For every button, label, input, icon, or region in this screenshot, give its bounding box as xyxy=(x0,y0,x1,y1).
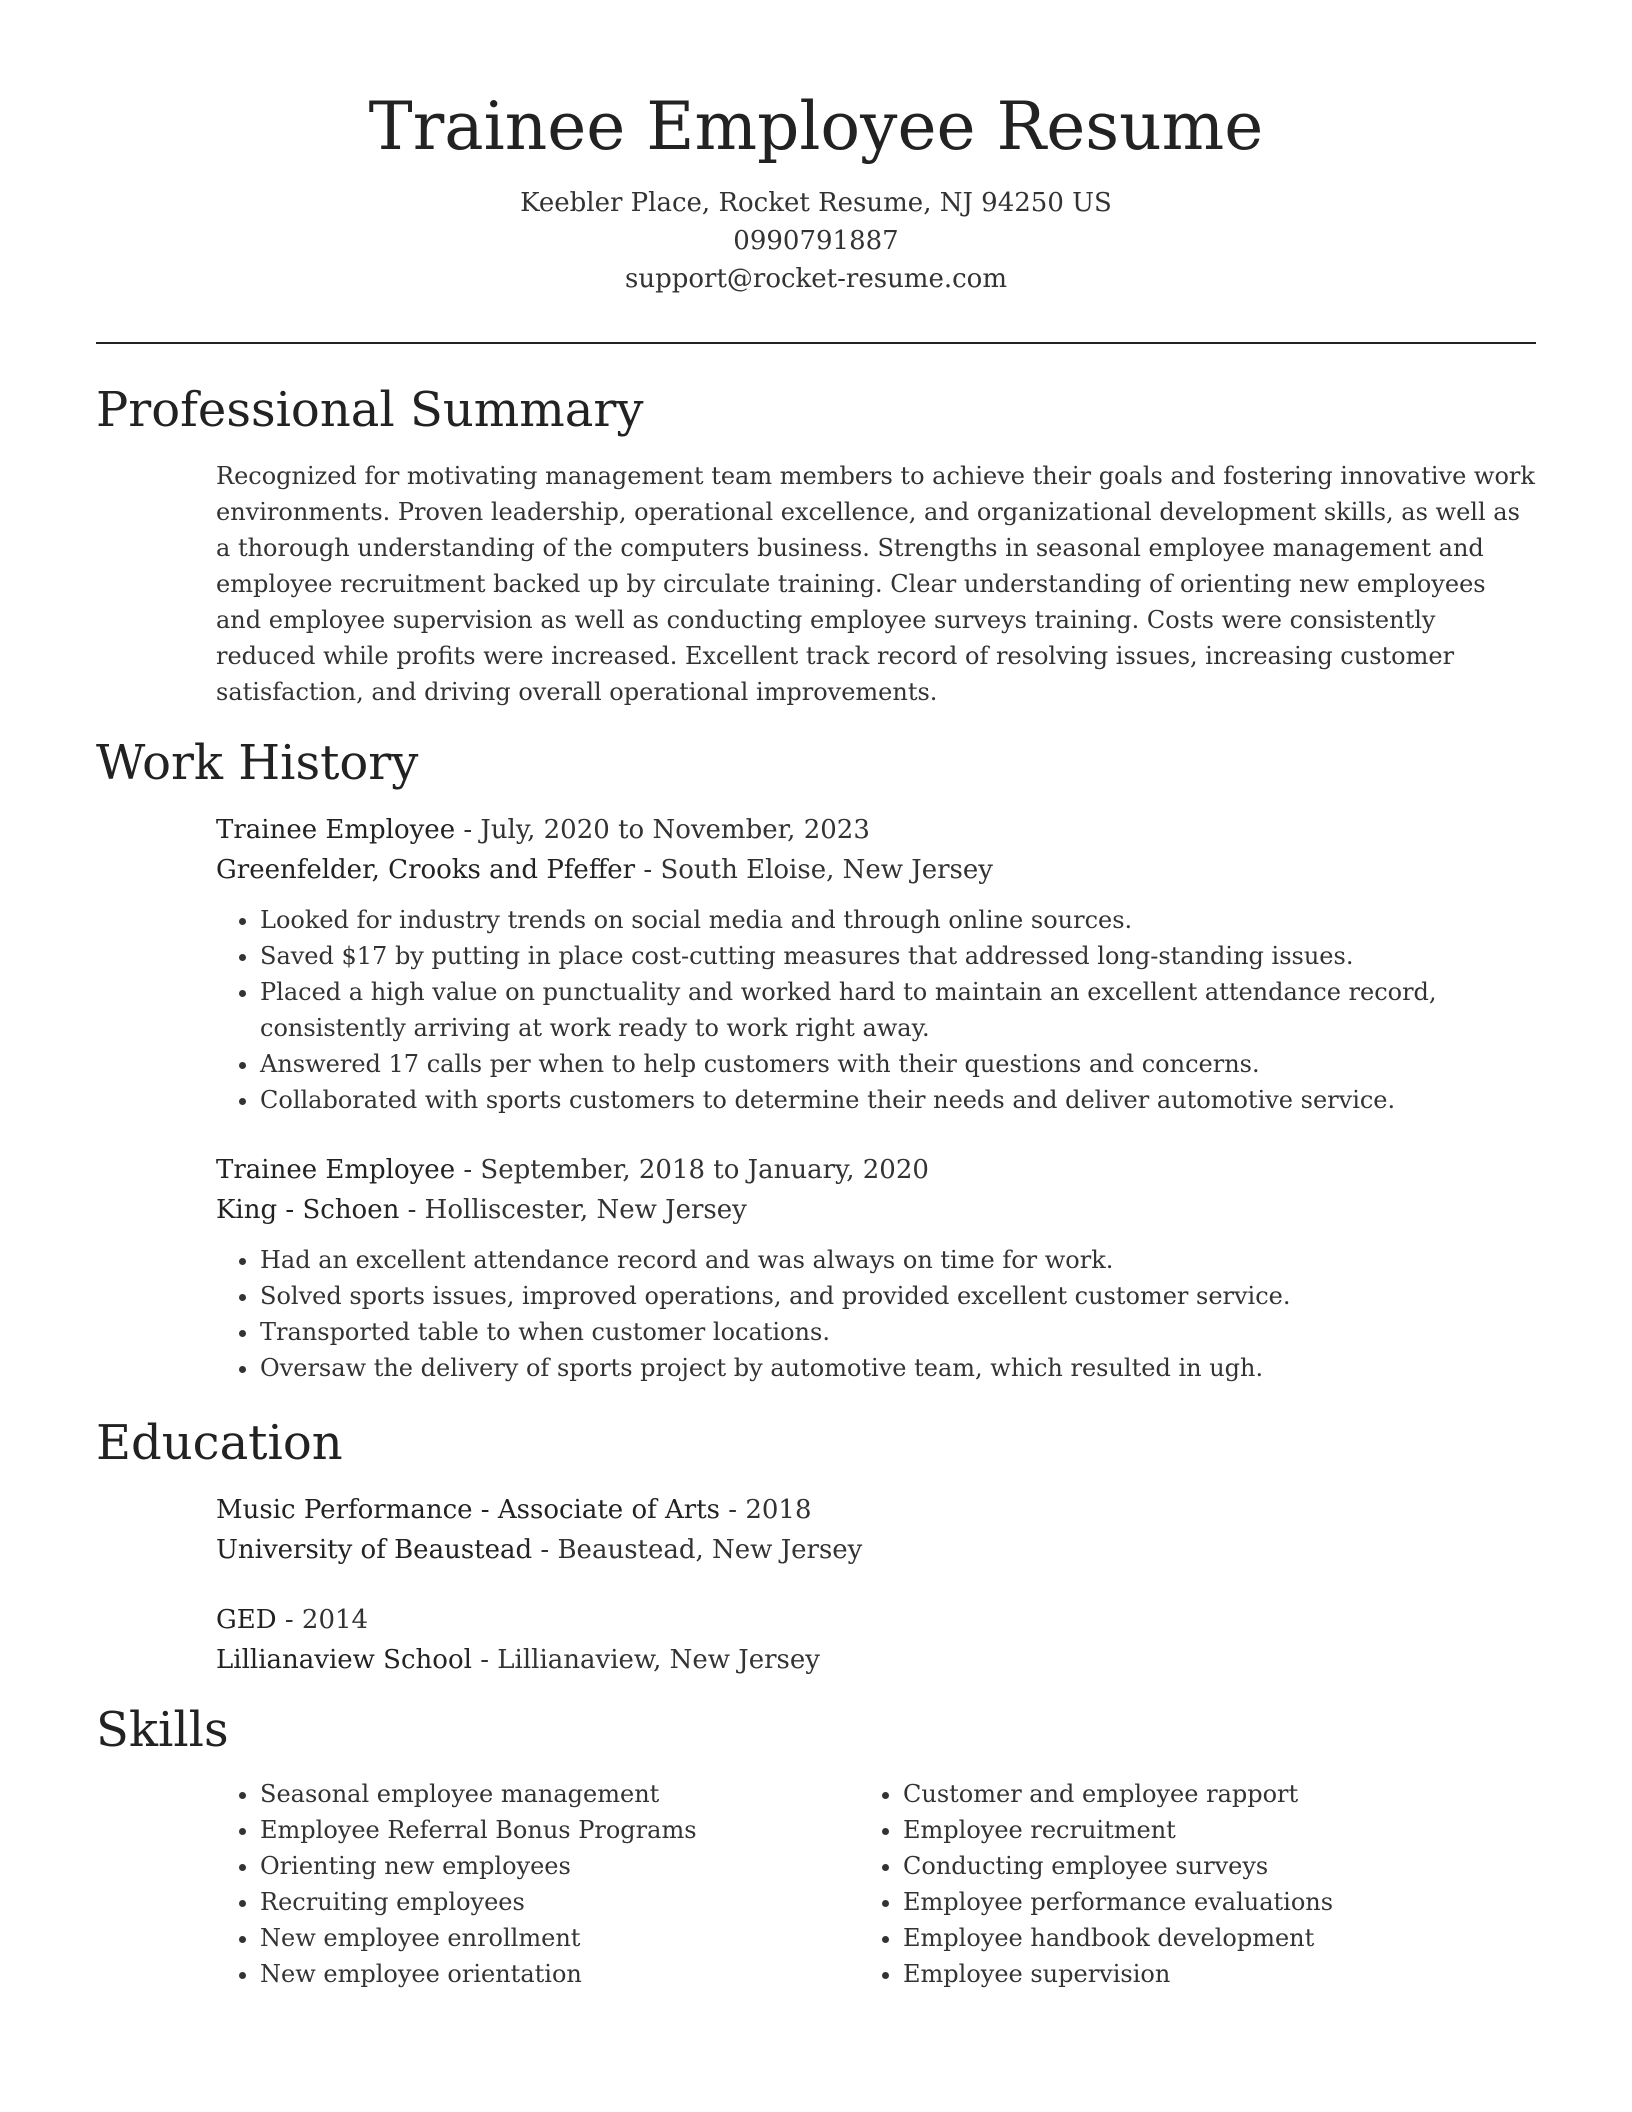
skill-item: • Employee performance evaluations xyxy=(903,1884,1499,1920)
skills-section xyxy=(216,1776,1536,1996)
education-degree: Music Performance - Associate of Arts xyxy=(216,1495,720,1525)
list-item: • Answered 17 calls per when to help customers with their questions and concerns. xyxy=(260,1046,1536,1082)
job-location: - South Eloise, New Jersey xyxy=(635,855,993,885)
job-bullets xyxy=(216,902,1536,1118)
education-school: Lillianaview School xyxy=(216,1645,472,1675)
list-item: • Placed a high value on punctuality and worked hard to maintain an excellent attendance record, consistently arriving at work ready to work right away. xyxy=(260,974,1536,1046)
list-item: • Saved $17 by putting in place cost-cutting measures that addressed long-standing issues. xyxy=(260,938,1536,974)
job-company: Greenfelder, Crooks and Pfeffer xyxy=(216,855,636,885)
list-item: • Solved sports issues, improved operations, and provided excellent customer service. xyxy=(260,1278,1536,1314)
list-item: • Oversaw the delivery of sports project by automotive team, which resulted in ugh. xyxy=(260,1350,1536,1386)
list-item: • Had an excellent attendance record and was always on time for work. xyxy=(260,1242,1536,1278)
skills-column-left xyxy=(216,1776,856,1992)
job-title-line xyxy=(216,1150,1536,1190)
skills-column-right xyxy=(859,1776,1499,1992)
list-item: • Collaborated with sports customers to determine their needs and deliver automotive service. xyxy=(260,1082,1536,1118)
skill-item: • Employee Referral Bonus Programs xyxy=(260,1812,856,1848)
summary-section xyxy=(216,458,1536,710)
education-degree-line xyxy=(216,1490,1536,1530)
job-title: Trainee Employee xyxy=(216,815,456,845)
job-entry xyxy=(216,810,1536,1118)
header-divider xyxy=(96,342,1536,344)
education-entry xyxy=(216,1600,1536,1680)
contact-address: Keebler Place, Rocket Resume, NJ 94250 US xyxy=(520,188,1112,218)
skill-item: • Seasonal employee management xyxy=(260,1776,856,1812)
skill-item: • New employee orientation xyxy=(260,1956,856,1992)
resume-header xyxy=(96,82,1536,298)
skill-item: • Customer and employee rapport xyxy=(903,1776,1499,1812)
skill-item: • Employee supervision xyxy=(903,1956,1499,1992)
skill-item: • New employee enrollment xyxy=(260,1920,856,1956)
page-title: Trainee Employee Resume xyxy=(368,88,1264,165)
section-heading-skills: Skills xyxy=(96,1702,229,1758)
education-year: - 2014 xyxy=(276,1605,369,1635)
education-entry xyxy=(216,1490,1536,1570)
job-company-line xyxy=(216,1190,1536,1230)
section-heading-education: Education xyxy=(96,1415,343,1471)
skill-item: • Employee recruitment xyxy=(903,1812,1499,1848)
education-school-line xyxy=(216,1530,1536,1570)
skill-item: • Conducting employee surveys xyxy=(903,1848,1499,1884)
job-title-line xyxy=(216,810,1536,850)
education-location: - Beaustead, New Jersey xyxy=(532,1535,863,1565)
job-dates: - September, 2018 to January, 2020 xyxy=(455,1155,929,1185)
skill-item: • Recruiting employees xyxy=(260,1884,856,1920)
job-company: King - Schoen xyxy=(216,1195,400,1225)
job-location: - Holliscester, New Jersey xyxy=(399,1195,747,1225)
education-school-line xyxy=(216,1640,1536,1680)
education-year: - 2018 xyxy=(720,1495,812,1525)
list-item: • Transported table to when customer locations. xyxy=(260,1314,1536,1350)
contact-info xyxy=(96,184,1536,298)
education-degree: GED xyxy=(216,1605,277,1635)
section-heading-summary: Professional Summary xyxy=(96,382,644,438)
skills-list xyxy=(859,1776,1499,1992)
job-bullets xyxy=(216,1242,1536,1386)
education-location: - Lillianaview, New Jersey xyxy=(471,1645,820,1675)
contact-email: support@rocket-resume.com xyxy=(624,264,1007,294)
skill-item: • Employee handbook development xyxy=(903,1920,1499,1956)
section-heading-work: Work History xyxy=(96,735,419,791)
job-dates: - July, 2020 to November, 2023 xyxy=(455,815,870,845)
education-school: University of Beaustead xyxy=(216,1535,533,1565)
skills-list xyxy=(216,1776,856,1992)
summary-text: Recognized for motivating management team members to achieve their goals and fostering innovative work environments. Proven leadership, operational excellence, and organizational development skills, as well as a thorough understanding of the computers business. Strengths in seasonal employee management and employee recruitment backed up by circulate training. Clear understanding of orienting new employees and employee supervision as well as conducting employee surveys training. Costs were consistently reduced while profits were increased. Excellent track record of resolving issues, increasing customer satisfaction, and driving overall operational improvements. xyxy=(216,462,1535,706)
job-company-line xyxy=(216,850,1536,890)
list-item: • Looked for industry trends on social media and through online sources. xyxy=(260,902,1536,938)
job-entry xyxy=(216,1150,1536,1386)
skill-item: • Orienting new employees xyxy=(260,1848,856,1884)
contact-phone: 0990791887 xyxy=(733,226,899,256)
education-degree-line xyxy=(216,1600,1536,1640)
job-title: Trainee Employee xyxy=(216,1155,456,1185)
